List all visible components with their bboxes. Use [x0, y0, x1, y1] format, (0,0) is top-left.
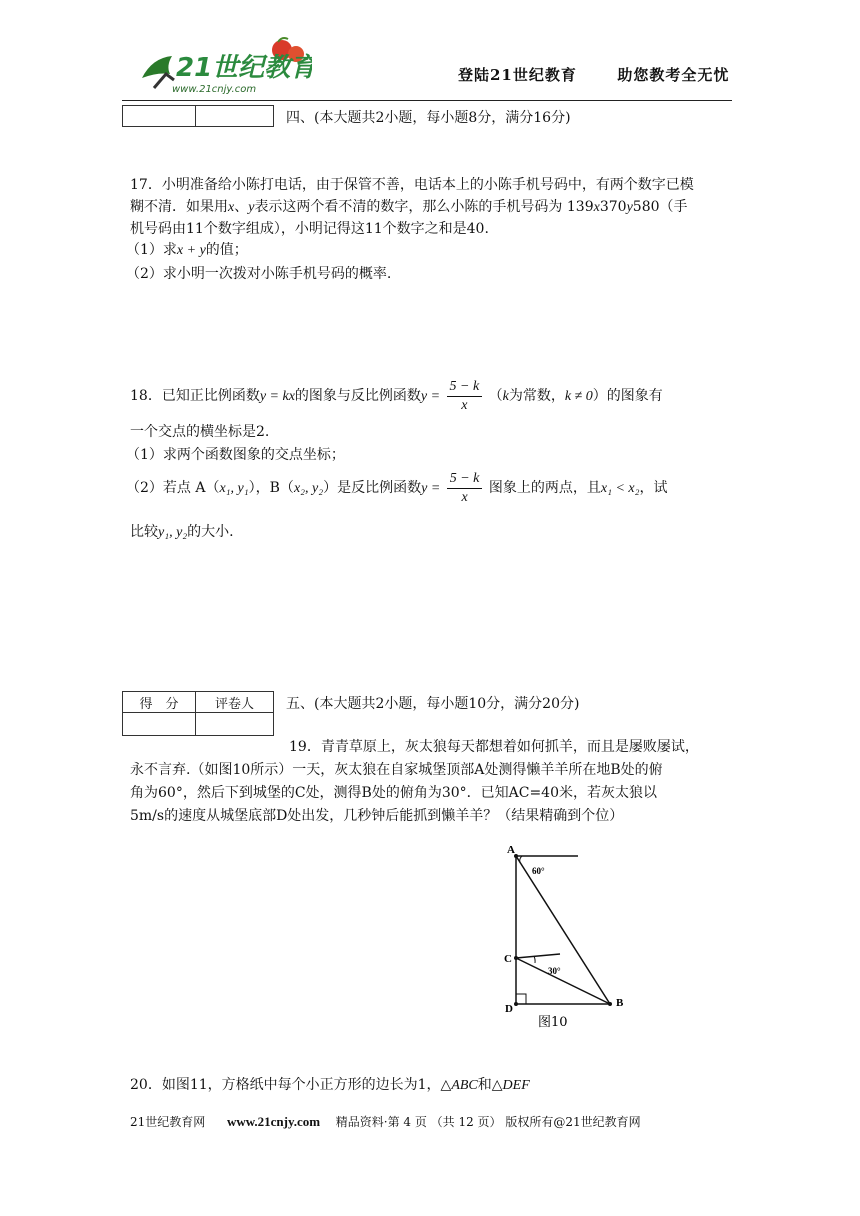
score-header: 得 分 [123, 692, 196, 713]
logo-text: 21世纪教育 [176, 53, 312, 83]
q19-line4: 5m/s的速度从城堡底部D处出发，几秒钟后能抓到懒羊羊？（结果精确到个位） [130, 808, 624, 824]
logo-graphic [132, 36, 312, 98]
footer-url[interactable]: www.21cnjy.com [226, 1114, 321, 1129]
q19-line2: 永不言弃.（如图10所示）一天，灰太狼在自家城堡顶部A处测得懒羊羊所在地B处的俯 [130, 762, 663, 778]
q17-part2: （2）求小明一次拨对小陈手机号码的概率. [126, 266, 392, 282]
footer-left: 21世纪教育网 [130, 1115, 206, 1129]
angle-30: 30° [548, 966, 561, 976]
q17-line3: 机号码由11个数字组成），小明记得这11个数字之和是40. [130, 221, 489, 237]
header-slogan [458, 64, 729, 85]
angle-60: 60° [532, 866, 545, 876]
q18-part1: （1）求两个函数图象的交点坐标； [126, 447, 345, 463]
q20-line1: 20．如图11，方格纸中每个小正方形的边长为1，△ABC和△DEF [130, 1077, 530, 1093]
header-divider [122, 100, 732, 101]
section5-title: 五、(本大题共2小题，每小题10分，满分20分) [286, 696, 580, 712]
slogan-left: 登陆21世纪教育 [458, 66, 577, 84]
logo-url: www.21cnjy.com [172, 84, 257, 95]
label-b: B [616, 997, 624, 1009]
footer [130, 1113, 641, 1130]
label-d: D [505, 1003, 513, 1015]
q18-line2: 一个交点的横坐标是2. [130, 424, 270, 440]
figure-10 [496, 840, 636, 1040]
grader-cell[interactable] [196, 713, 274, 736]
score-table-5 [122, 691, 274, 736]
score-cell[interactable] [123, 713, 196, 736]
footer-right: 精品资料·第 4 页 （共 12 页） 版权所有@21世纪教育网 [335, 1115, 641, 1129]
score-cell[interactable] [123, 106, 196, 127]
grader-header: 评卷人 [196, 692, 274, 713]
score-table-4 [122, 105, 274, 127]
figure-caption: 图10 [538, 1015, 568, 1030]
logo [132, 36, 312, 98]
label-c: C [504, 953, 512, 965]
fraction: $\frac{5 - k}{x}$ [447, 378, 483, 415]
q17-part1: （1）求x + y的值； [126, 242, 248, 258]
q18-part3: 比较y₁, y₂的大小. [130, 524, 234, 540]
grader-cell[interactable] [196, 106, 274, 127]
q17-line1: 17．小明准备给小陈打电话，由于保管不善，电话本上的小陈手机号码中，有两个数字已模 [130, 177, 694, 193]
q18-line1: 18．已知正比例函数y = kx的图象与反比例函数y = $\frac{5 - k}{x}$ （k为常数，k ≠ 0）的图象有 [130, 378, 663, 413]
q19-line1: 19．青青草原上，灰太狼每天都想着如何抓羊，而且是屡败屡试， [289, 739, 699, 755]
q17-line2: 糊不清．如果用x、y表示这两个看不清的数字，那么小陈的手机号码为 139x370y580（手 [130, 199, 688, 215]
q18-part2: （2）若点 A（x₁, y₁），B（x₂, y₂）是反比例函数y = $\frac{5 - k}{x}$ 图象上的两点，且x₁ < x₂，试 [126, 470, 668, 505]
section4-title: 四、(本大题共2小题，每小题8分，满分16分) [286, 110, 571, 126]
q19-line3: 角为60°，然后下到城堡的C处，测得B处的俯角为30°．已知AC=40米，若灰太狼以 [130, 785, 657, 801]
fraction: $\frac{5 - k}{x}$ [447, 470, 483, 507]
slogan-right: 助您教考全无忧 [617, 66, 730, 84]
label-a: A [507, 844, 515, 856]
